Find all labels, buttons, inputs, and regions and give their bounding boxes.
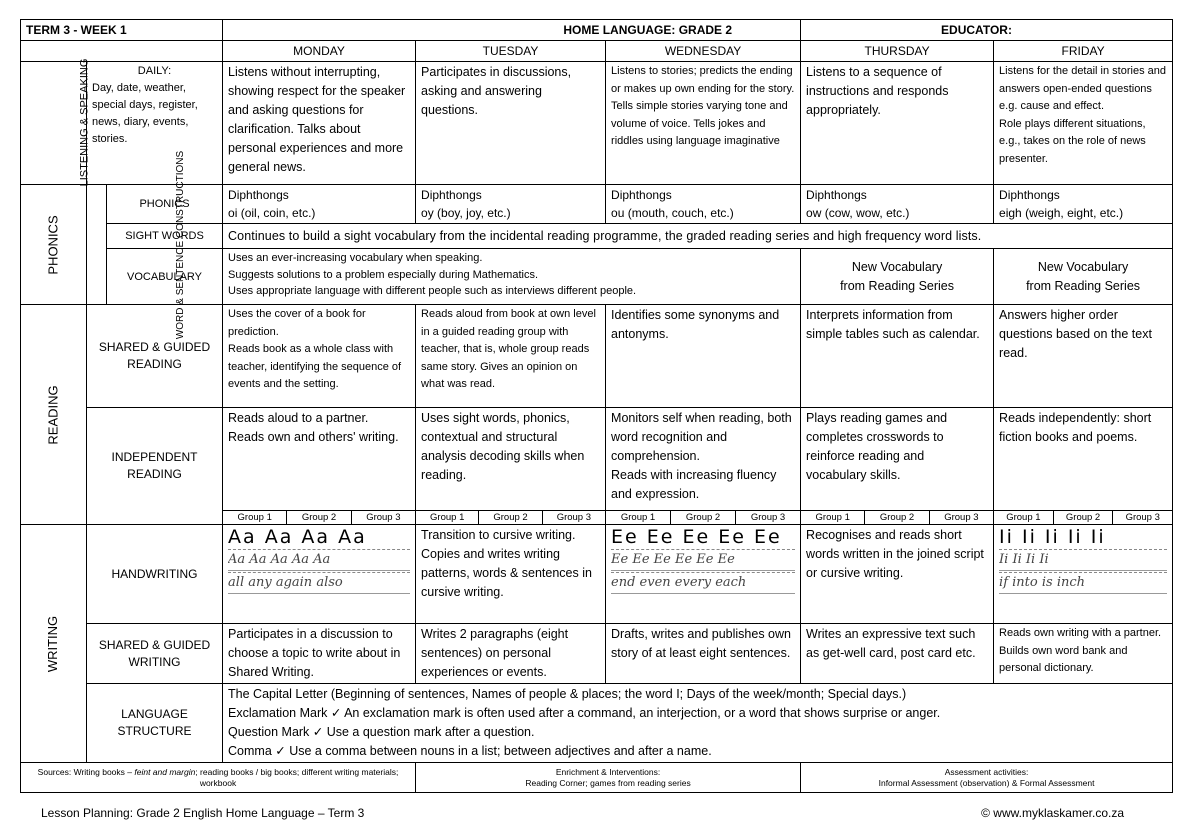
cursive-words: if into is inch [999, 572, 1167, 594]
vocabulary-row [21, 249, 1173, 305]
independent-reading-row [21, 408, 1173, 525]
shared-writing-label: SHARED & GUIDED WRITING [87, 624, 223, 684]
day-friday: FRIDAY [994, 41, 1173, 62]
shared-reading-thursday: Interprets information from simple tables such as calendar. [801, 305, 994, 408]
listening-friday: Listens for the detail in stories and answers open-ended questions e.g. cause and effect. Role plays different situations, e.g., takes on the role of news presenter. [994, 62, 1173, 185]
vocabulary-label: VOCABULARY [107, 249, 223, 305]
cursive-words: end even every each [611, 572, 795, 594]
day-tuesday: TUESDAY [416, 41, 606, 62]
enrichment-cell: Enrichment & Interventions: Reading Corner; games from reading series [416, 763, 801, 793]
shared-writing-friday: Reads own writing with a partner. Builds own word bank and personal dictionary. [994, 624, 1173, 684]
shared-reading-friday: Answers higher order questions based on the text read. [994, 305, 1173, 408]
cursive-letters: Ii Ii Ii Ii [999, 549, 1167, 571]
shared-reading-row [21, 305, 1173, 408]
sight-words-label: SIGHT WORDS [107, 224, 223, 249]
day-thursday: THURSDAY [801, 41, 994, 62]
language-structure-row [21, 684, 1173, 763]
shared-writing-tuesday: Writes 2 paragraphs (eight sentences) on personal experiences or events. [416, 624, 606, 684]
day-monday: MONDAY [223, 41, 416, 62]
cursive-letters: Aa Aa Aa Aa Aa [228, 549, 410, 571]
independent-reading-label: INDEPENDENT READING [87, 408, 223, 525]
handwriting-friday [994, 525, 1173, 624]
daily-cell [87, 62, 223, 185]
shared-writing-row [21, 624, 1173, 684]
shared-reading-wednesday: Identifies some synonyms and antonyms. [606, 305, 801, 408]
writing-section-label: WRITING [21, 525, 87, 763]
vocabulary-text: Uses an ever-increasing vocabulary when speaking. Suggests solutions to a problem especially during Mathematics. Uses appropriate language with different people such as interviews different people. [223, 249, 801, 305]
cursive-letters: Ee Ee Ee Ee Ee Ee [611, 549, 795, 571]
daily-title: DAILY: [137, 65, 172, 77]
listening-row [21, 62, 1173, 185]
phonics-section-label: PHONICS [21, 185, 87, 305]
capital-letter-rule: The Capital Letter (Beginning of sentences, Names of people & places; the word I; Days of the week/month; Special days.) [228, 687, 907, 701]
handwriting-letters: Ee Ee Ee Ee Ee [611, 526, 782, 548]
exclamation-mark-rule: Exclamation Mark ✓ An exclamation mark is often used after a command, an interjection, or a word that shows surprise or anger. [228, 706, 941, 720]
handwriting-letters: Ii Ii Ii Ii Ii [999, 526, 1106, 548]
phonics-monday: Diphthongs oi (oil, coin, etc.) [223, 185, 416, 224]
reading-section-label: READING [21, 305, 87, 525]
handwriting-label: HANDWRITING [87, 525, 223, 624]
phonics-label: PHONICS [107, 185, 223, 224]
handwriting-monday [223, 525, 416, 624]
sources-cell: Sources: Writing books – feint and margin; reading books / big books; different writing materials; workbook [21, 763, 416, 793]
vocabulary-thursday: New Vocabulary from Reading Series [801, 249, 994, 305]
independent-reading-tuesday: Uses sight words, phonics, contextual and structural analysis decoding skills when reading. Group 1 Group 2 Group 3 [416, 408, 606, 525]
comma-rule: Comma ✓ Use a comma between nouns in a list; between adjectives and after a name. [228, 744, 712, 758]
cursive-words: all any again also [228, 572, 410, 594]
phonics-tuesday: Diphthongs oy (boy, joy, etc.) [416, 185, 606, 224]
shared-writing-thursday: Writes an expressive text such as get-well card, post card etc. [801, 624, 994, 684]
shared-reading-label: SHARED & GUIDED READING [87, 305, 223, 408]
header-row [21, 20, 1173, 41]
group-columns: Group 1 Group 2 Group 3 [223, 510, 415, 524]
day-wednesday: WEDNESDAY [606, 41, 801, 62]
independent-reading-wednesday: Monitors self when reading, both word recognition and comprehension. Reads with increasing fluency and expression. Group 1 Group 2 Group 3 [606, 408, 801, 525]
day-header-row [21, 41, 1173, 62]
question-mark-rule: Question Mark ✓ Use a question mark after a question. [228, 725, 535, 739]
listening-tuesday: Participates in discussions, asking and answering questions. [416, 62, 606, 185]
language-structure-text [223, 684, 1173, 763]
sight-words-row [21, 224, 1173, 249]
handwriting-tuesday: Transition to cursive writing. Copies and writes writing patterns, words & sentences in cursive writing. [416, 525, 606, 624]
handwriting-thursday: Recognises and reads short words written in the joined script or cursive writing. [801, 525, 994, 624]
footer-website: © www.myklaskamer.co.za [981, 806, 1124, 820]
phonics-thursday: Diphthongs ow (cow, wow, etc.) [801, 185, 994, 224]
word-sentence-label: WORD & SENTENCE CONSTRUCTIONS [87, 185, 107, 305]
vocabulary-friday: New Vocabulary from Reading Series [994, 249, 1173, 305]
phonics-friday: Diphthongs eigh (weigh, eight, etc.) [994, 185, 1173, 224]
group-columns: Group 1 Group 2 Group 3 [994, 510, 1172, 524]
assessment-cell: Assessment activities: Informal Assessment (observation) & Formal Assessment [801, 763, 1173, 793]
listening-label: LISTENING & SPEAKING [21, 62, 87, 185]
term-week: TERM 3 - WEEK 1 [21, 20, 223, 41]
group-columns: Group 1 Group 2 Group 3 [606, 510, 800, 524]
page-title: HOME LANGUAGE: GRADE 2 [223, 20, 801, 41]
listening-monday: Listens without interrupting, showing respect for the speaker and asking questions for clarification. Talks about personal experiences and more general news. [223, 62, 416, 185]
sources-row [21, 763, 1173, 793]
listening-thursday: Listens to a sequence of instructions and responds appropriately. [801, 62, 994, 185]
handwriting-row [21, 525, 1173, 624]
phonics-wednesday: Diphthongs ou (mouth, couch, etc.) [606, 185, 801, 224]
shared-writing-monday: Participates in a discussion to choose a topic to write about in Shared Writing. [223, 624, 416, 684]
educator-label: EDUCATOR: [801, 20, 1173, 41]
listening-wednesday: Listens to stories; predicts the ending or makes up own ending for the story. Tells simple stories varying tone and volume of voice. Tells jokes and riddles using language imaginative [606, 62, 801, 185]
language-structure-label: LANGUAGE STRUCTURE [87, 684, 223, 763]
footer-title: Lesson Planning: Grade 2 English Home Language – Term 3 [41, 806, 365, 820]
handwriting-wednesday [606, 525, 801, 624]
independent-reading-friday: Reads independently: short fiction books and poems. Group 1 Group 2 Group 3 [994, 408, 1173, 525]
daily-text: Day, date, weather, special days, register, news, diary, events, stories. [92, 82, 198, 145]
shared-reading-monday: Uses the cover of a book for prediction. Reads book as a whole class with teacher, identifying the sequence of events and the setting. [223, 305, 416, 408]
lesson-plan-table [20, 19, 1173, 793]
shared-reading-tuesday: Reads aloud from book at own level in a guided reading group with teacher, that is, whole group reads same story. Gives an opinion on what was read. [416, 305, 606, 408]
group-columns: Group 1 Group 2 Group 3 [801, 510, 993, 524]
sight-words-text: Continues to build a sight vocabulary from the incidental reading programme, the graded reading series and high frequency word lists. [223, 224, 1173, 249]
shared-writing-wednesday: Drafts, writes and publishes own story of at least eight sentences. [606, 624, 801, 684]
handwriting-letters: Aa Aa Aa Aa [228, 526, 367, 548]
phonics-row [21, 185, 1173, 224]
independent-reading-monday: Reads aloud to a partner. Reads own and others' writing. Group 1 Group 2 Group 3 [223, 408, 416, 525]
group-columns: Group 1 Group 2 Group 3 [416, 510, 605, 524]
independent-reading-thursday: Plays reading games and completes crosswords to reinforce reading and vocabulary skills. Group 1 Group 2 Group 3 [801, 408, 994, 525]
